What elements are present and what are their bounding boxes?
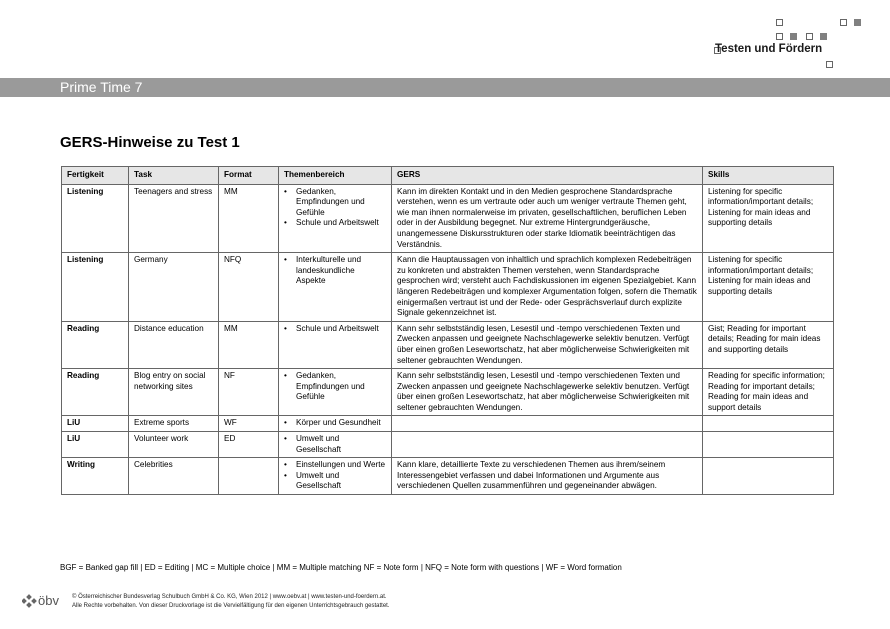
task-cell: Extreme sports bbox=[129, 416, 219, 432]
skills-cell bbox=[703, 416, 834, 432]
theme-item: • Einstellungen und Werte bbox=[296, 460, 386, 471]
themes-cell bbox=[279, 184, 392, 253]
banner-title: Prime Time 7 bbox=[60, 79, 143, 95]
theme-item: • Schule und Arbeitswelt bbox=[296, 218, 386, 229]
column-header: GERS bbox=[392, 167, 703, 185]
theme-item: • Interkulturelle und landeskundliche Aspekte bbox=[296, 255, 386, 287]
task-cell: Distance education bbox=[129, 321, 219, 368]
format-cell bbox=[219, 458, 279, 495]
themes-cell bbox=[279, 253, 392, 322]
format-cell: WF bbox=[219, 416, 279, 432]
task-cell: Blog entry on social networking sites bbox=[129, 369, 219, 416]
theme-item: • Gedanken, Empfindungen und Gefühle bbox=[296, 371, 386, 403]
abbreviation-legend: BGF = Banked gap fill | ED = Editing | MC = Multiple choice | MM = Multiple matching NF = Note form | NFQ = Note form with questions | WF = Word formation bbox=[60, 563, 622, 572]
skills-cell: Listening for specific information/important details; Listening for main ideas and supporting details bbox=[703, 184, 834, 253]
skill-cell: Listening bbox=[62, 184, 129, 253]
table-row bbox=[62, 416, 834, 432]
oebv-logo-text: öbv bbox=[38, 593, 59, 608]
gers-cell: Kann klare, detaillierte Texte zu verschiedenen Themen aus ihrem/seinem Interessengebiet verfassen und dabei Informationen und Argumente aus verschiedenen Quellen zusammenführen und gegeneinander abwägen. bbox=[392, 458, 703, 495]
themes-cell bbox=[279, 458, 392, 495]
brand-name: Testen und Fördern bbox=[715, 43, 823, 55]
theme-item: • Körper und Gesundheit bbox=[296, 418, 386, 429]
gers-cell: Kann sehr selbstständig lesen, Lesestil und -tempo verschiedenen Texten und Zwecken anpassen und geeignete Nachschlagewerke selektiv benutzen. Verfügt über einen großen Lesewortschatz, hat aber möglicherweise Schwierigkeiten mit seltener gebrauchten Wendungen. bbox=[392, 369, 703, 416]
skills-cell: Reading for specific information; Reading for important details; Reading for main ideas and support details bbox=[703, 369, 834, 416]
gers-cell: Kann die Hauptaussagen von inhaltlich und sprachlich komplexen Redebeiträgen zu konkreten und abstrakten Themen verstehen, wenn Standardsprache gesprochen wird; versteht auch Fachdiskussionen im eigenen Spezialgebiet. Kann längeren Redebeiträgen und komplexer Argumentation folgen, sofern die Thematik einigermaßen vertraut ist und der Rede- oder Gesprächsverlauf durch explizite Signale gekennzeichnet ist. bbox=[392, 253, 703, 322]
table-row bbox=[62, 458, 834, 495]
format-cell: ED bbox=[219, 432, 279, 458]
header-banner bbox=[0, 78, 890, 97]
table-row bbox=[62, 369, 834, 416]
table-row bbox=[62, 432, 834, 458]
gers-cell bbox=[392, 416, 703, 432]
skill-cell: LiU bbox=[62, 432, 129, 458]
task-cell: Celebrities bbox=[129, 458, 219, 495]
footer-line: Alle Rechte vorbehalten. Von dieser Druckvorlage ist die Vervielfältigung für den eigenen Unterrichtsgebrauch gestattet. bbox=[72, 602, 390, 609]
skill-cell: Reading bbox=[62, 321, 129, 368]
format-cell: NF bbox=[219, 369, 279, 416]
skills-cell: Listening for specific information/important details; Listening for main ideas and supporting details bbox=[703, 253, 834, 322]
footer-line: © Österreichischer Bundesverlag Schulbuch GmbH & Co. KG, Wien 2012 | www.oebv.at | www.testen-und-foerdern.at. bbox=[72, 594, 387, 600]
themes-cell bbox=[279, 432, 392, 458]
column-header: Themenbereich bbox=[279, 167, 392, 185]
theme-item: • Umwelt und Gesellschaft bbox=[296, 434, 386, 455]
skills-cell: Gist; Reading for important details; Reading for main ideas and supporting details bbox=[703, 321, 834, 368]
column-header: Skills bbox=[703, 167, 834, 185]
themes-cell bbox=[279, 369, 392, 416]
theme-item: • Umwelt und Gesellschaft bbox=[296, 471, 386, 492]
format-cell: NFQ bbox=[219, 253, 279, 322]
table-row bbox=[62, 253, 834, 322]
format-cell: MM bbox=[219, 184, 279, 253]
footer-copyright bbox=[72, 593, 390, 610]
column-header: Fertigkeit bbox=[62, 167, 129, 185]
gers-table bbox=[61, 166, 834, 495]
skill-cell: Reading bbox=[62, 369, 129, 416]
skill-cell: Listening bbox=[62, 253, 129, 322]
task-cell: Germany bbox=[129, 253, 219, 322]
table-row bbox=[62, 184, 834, 253]
table-row bbox=[62, 321, 834, 368]
gers-cell: Kann im direkten Kontakt und in den Medien gesprochene Standardsprache verstehen, wenn es um vertraute oder auch um weniger vertraute Themen geht, wie man ihnen normalerweise im privaten, gesellschaftlichen, beruflichen Leben oder in der Ausbildung begegnet. Nur extreme Hintergrundgeräusche, unangemessene Diskursstrukturen oder starke Idiomatik beeinträchtigen das Verständnis. bbox=[392, 184, 703, 253]
themes-cell bbox=[279, 416, 392, 432]
column-header: Format bbox=[219, 167, 279, 185]
gers-cell bbox=[392, 432, 703, 458]
table-header-row bbox=[62, 167, 834, 185]
gers-cell: Kann sehr selbstständig lesen, Lesestil und -tempo verschiedenen Texten und Zwecken anpassen und geeignete Nachschlagewerke selektiv benutzen. Verfügt über einen großen Lesewortschatz, hat aber möglicherweise Schwierigkeiten mit seltener gebrauchten Wendungen. bbox=[392, 321, 703, 368]
skills-cell bbox=[703, 432, 834, 458]
task-cell: Teenagers and stress bbox=[129, 184, 219, 253]
themes-cell bbox=[279, 321, 392, 368]
format-cell: MM bbox=[219, 321, 279, 368]
theme-item: • Gedanken, Empfindungen und Gefühle bbox=[296, 187, 386, 219]
skill-cell: LiU bbox=[62, 416, 129, 432]
column-header: Task bbox=[129, 167, 219, 185]
skill-cell: Writing bbox=[62, 458, 129, 495]
skills-cell bbox=[703, 458, 834, 495]
task-cell: Volunteer work bbox=[129, 432, 219, 458]
page-title: GERS-Hinweise zu Test 1 bbox=[60, 134, 240, 151]
theme-item: • Schule und Arbeitswelt bbox=[296, 324, 386, 335]
